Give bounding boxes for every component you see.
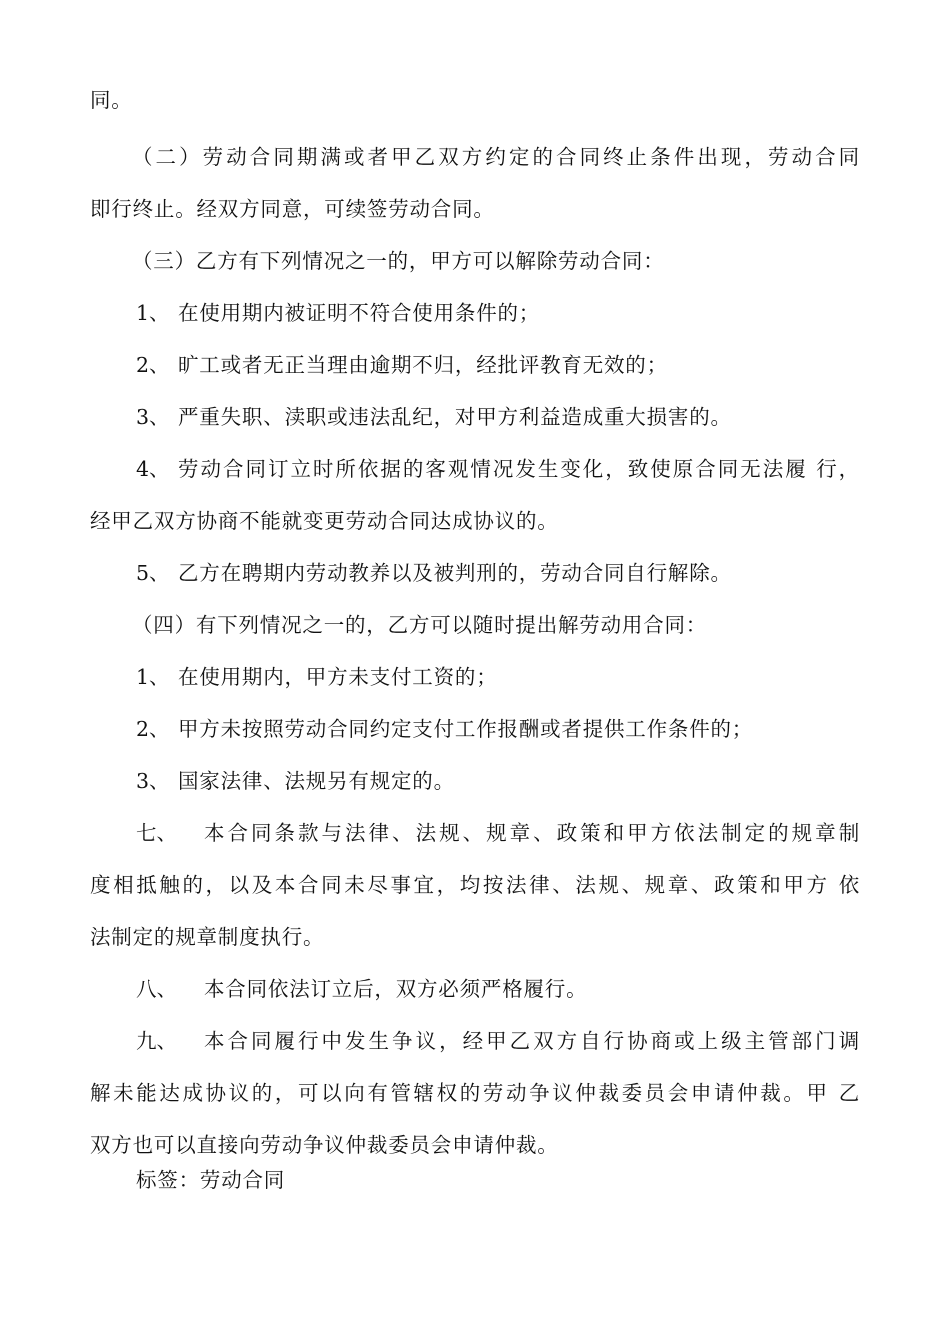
list-item-number: 3、 xyxy=(136,769,170,793)
list-item xyxy=(136,764,455,798)
article-8 xyxy=(136,972,588,1006)
article-number: 七、 xyxy=(136,821,177,845)
list-item xyxy=(136,348,668,382)
list-item xyxy=(136,660,498,694)
article-7-continuation: 法制定的规章制度执行。 xyxy=(90,925,325,949)
list-item-text: 劳动合同订立时所依据的客观情况发生变化，致使原合同无法履 行， xyxy=(178,457,860,481)
list-item-number: 2、 xyxy=(136,353,170,377)
list-item-text: 在使用期内被证明不符合使用条件的； xyxy=(178,301,541,325)
paragraph-line: 同。 xyxy=(90,88,133,112)
list-item-number: 3、 xyxy=(136,405,170,429)
list-item-number: 1、 xyxy=(136,665,170,689)
article-text: 本合同依法订立后，双方必须严格履行。 xyxy=(204,977,588,1001)
clause-2-line: （二）劳动合同期满或者甲乙双方约定的合同终止条件出现，劳动合同 xyxy=(132,145,860,169)
clause-3-heading: （三）乙方有下列情况之一的，甲方可以解除劳动合同： xyxy=(132,249,665,273)
list-item-text: 旷工或者无正当理由逾期不归，经批评教育无效的； xyxy=(178,353,668,377)
list-item-text: 国家法律、法规另有规定的。 xyxy=(178,769,455,793)
list-item-text: 甲方未按照劳动合同约定支付工作报酬或者提供工作条件的； xyxy=(178,717,754,741)
list-item-number: 1、 xyxy=(136,301,170,325)
article-7 xyxy=(136,816,860,850)
article-text: 本合同履行中发生争议，经甲乙双方自行协商或上级主管部门调 xyxy=(204,1029,860,1053)
article-number: 九、 xyxy=(136,1029,177,1053)
list-item-number: 4、 xyxy=(136,457,170,481)
list-item-number: 2、 xyxy=(136,717,170,741)
list-item xyxy=(136,452,860,486)
tags-line: 标签：劳动合同 xyxy=(136,1168,286,1192)
list-item xyxy=(136,556,732,590)
list-item-continuation: 经甲乙双方协商不能就变更劳动合同达成协议的。 xyxy=(90,509,559,533)
article-9 xyxy=(136,1024,860,1058)
clause-4-heading: （四）有下列情况之一的，乙方可以随时提出解劳动用合同： xyxy=(132,613,708,637)
article-7-continuation: 度相抵触的，以及本合同未尽事宜，均按法律、法规、规章、政策和甲方 依 xyxy=(90,873,860,897)
list-item xyxy=(136,400,732,434)
list-item-number: 5、 xyxy=(136,561,170,585)
article-9-continuation: 双方也可以直接向劳动争议仲裁委员会申请仲裁。 xyxy=(90,1133,559,1157)
list-item-text: 在使用期内，甲方未支付工资的； xyxy=(178,665,498,689)
list-item-text: 乙方在聘期内劳动教养以及被判刑的，劳动合同自行解除。 xyxy=(178,561,732,585)
article-text: 本合同条款与法律、法规、规章、政策和甲方依法制定的规章制 xyxy=(204,821,860,845)
article-9-continuation: 解未能达成协议的，可以向有管辖权的劳动争议仲裁委员会申请仲裁。甲 乙 xyxy=(90,1081,860,1105)
list-item xyxy=(136,712,754,746)
list-item-text: 严重失职、渎职或违法乱纪，对甲方利益造成重大损害的。 xyxy=(178,405,732,429)
article-number: 八、 xyxy=(136,977,177,1001)
clause-2-line: 即行终止。经双方同意，可续签劳动合同。 xyxy=(90,197,495,221)
list-item xyxy=(136,296,541,330)
